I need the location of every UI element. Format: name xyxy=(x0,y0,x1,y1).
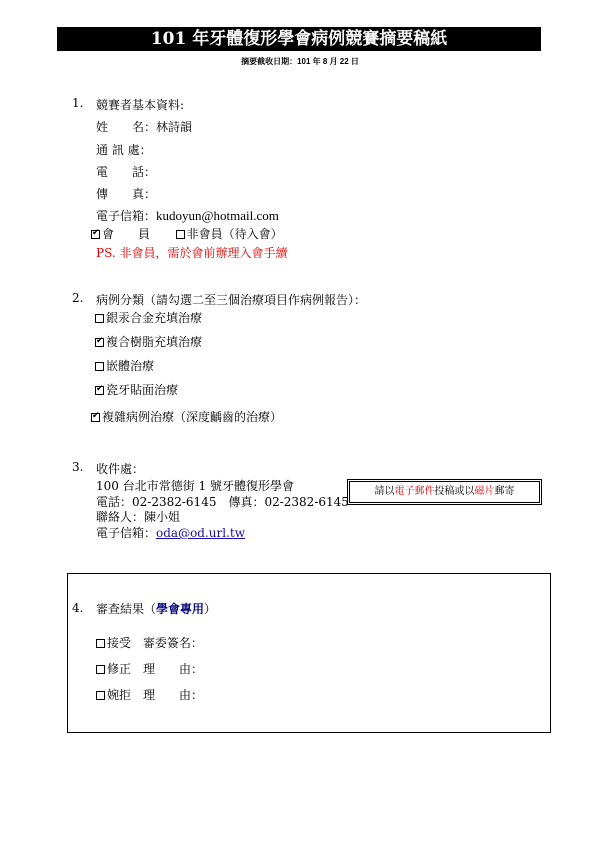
nonmember-label: 非會員（待入會） xyxy=(186,227,283,241)
submission-notice: 請以電子郵件投稿或以磁片郵寄 xyxy=(349,481,540,503)
deadline-text: 摘要截收日期：101 年 8 月 22 日 xyxy=(241,57,359,66)
member-checkbox[interactable] xyxy=(91,230,100,239)
phone-label: 電 話： xyxy=(96,165,157,179)
section1-heading: 競賽者基本資料: xyxy=(96,98,185,112)
category-checkbox[interactable] xyxy=(95,314,104,323)
category-checkbox[interactable] xyxy=(95,362,104,371)
reject-row xyxy=(96,686,203,703)
section3-number: 3. xyxy=(72,460,84,474)
category-label: 複合樹脂充填治療 xyxy=(106,335,203,349)
page-title: 101 年牙體復形學會病例競賽摘要稿紙 xyxy=(57,27,541,51)
recipient-phone: 電話：02-2382-6145 傳真：02-2382-6145 xyxy=(96,495,349,509)
name-label: 姓 名： xyxy=(96,120,157,134)
section4-number: 4. xyxy=(72,601,84,615)
review-box xyxy=(67,573,551,733)
email-row xyxy=(96,207,279,224)
reject-checkbox[interactable] xyxy=(96,691,105,700)
fax-label: 傳 真： xyxy=(96,187,157,201)
membership-row xyxy=(91,225,283,242)
category-option xyxy=(95,333,202,350)
recipient-contact: 聯絡人：陳小姐 xyxy=(96,510,181,524)
revise-label: 修正 理 由： xyxy=(107,662,204,676)
section4-heading: 審查結果（學會專用） xyxy=(96,602,217,616)
member-label: 會 員 xyxy=(102,227,151,241)
reject-label: 婉拒 理 由： xyxy=(107,688,204,702)
category-checkbox[interactable] xyxy=(95,386,104,395)
category-option xyxy=(95,309,202,326)
name-row xyxy=(96,118,192,135)
recipient-email-row xyxy=(96,524,245,541)
category-checkbox[interactable] xyxy=(91,413,100,422)
accept-checkbox[interactable] xyxy=(96,639,105,648)
category-label: 複雜病例治療（深度齲齒的治療） xyxy=(102,410,283,424)
category-option xyxy=(95,357,154,374)
section2-number: 2. xyxy=(72,291,84,305)
membership-note: PS. 非會員，需於會前辦理入會手續 xyxy=(96,246,288,260)
category-option xyxy=(91,408,282,425)
email-label: 電子信箱： xyxy=(96,209,157,223)
category-label: 嵌體治療 xyxy=(106,359,155,373)
section3-heading: 收件處： xyxy=(96,462,145,476)
category-checkbox[interactable] xyxy=(95,338,104,347)
address-label: 通 訊 處： xyxy=(96,143,152,157)
category-label: 瓷牙貼面治療 xyxy=(106,383,179,397)
name-value[interactable]: 林詩韻 xyxy=(156,120,193,134)
recipient-email-link[interactable]: oda@od.url.tw xyxy=(156,526,246,540)
revise-checkbox[interactable] xyxy=(96,665,105,674)
society-only-label: 學會專用 xyxy=(156,602,205,616)
reviewer-signature-label: 審委簽名： xyxy=(142,636,203,650)
revise-row xyxy=(96,660,203,677)
accept-label: 接受 xyxy=(107,636,132,650)
accept-row xyxy=(96,634,203,651)
email-value[interactable]: kudoyun@hotmail.com xyxy=(156,208,279,223)
category-option xyxy=(95,381,178,398)
category-label: 銀汞合金充填治療 xyxy=(106,311,203,325)
recipient-email-label: 電子信箱： xyxy=(96,526,157,540)
recipient-address: 100 台北市常德街 1 號牙體復形學會 xyxy=(96,479,294,493)
section2-heading: 病例分類（請勾選二至三個治療項目作病例報告）： xyxy=(96,293,367,307)
section1-number: 1. xyxy=(72,96,84,110)
nonmember-checkbox[interactable] xyxy=(176,230,185,239)
